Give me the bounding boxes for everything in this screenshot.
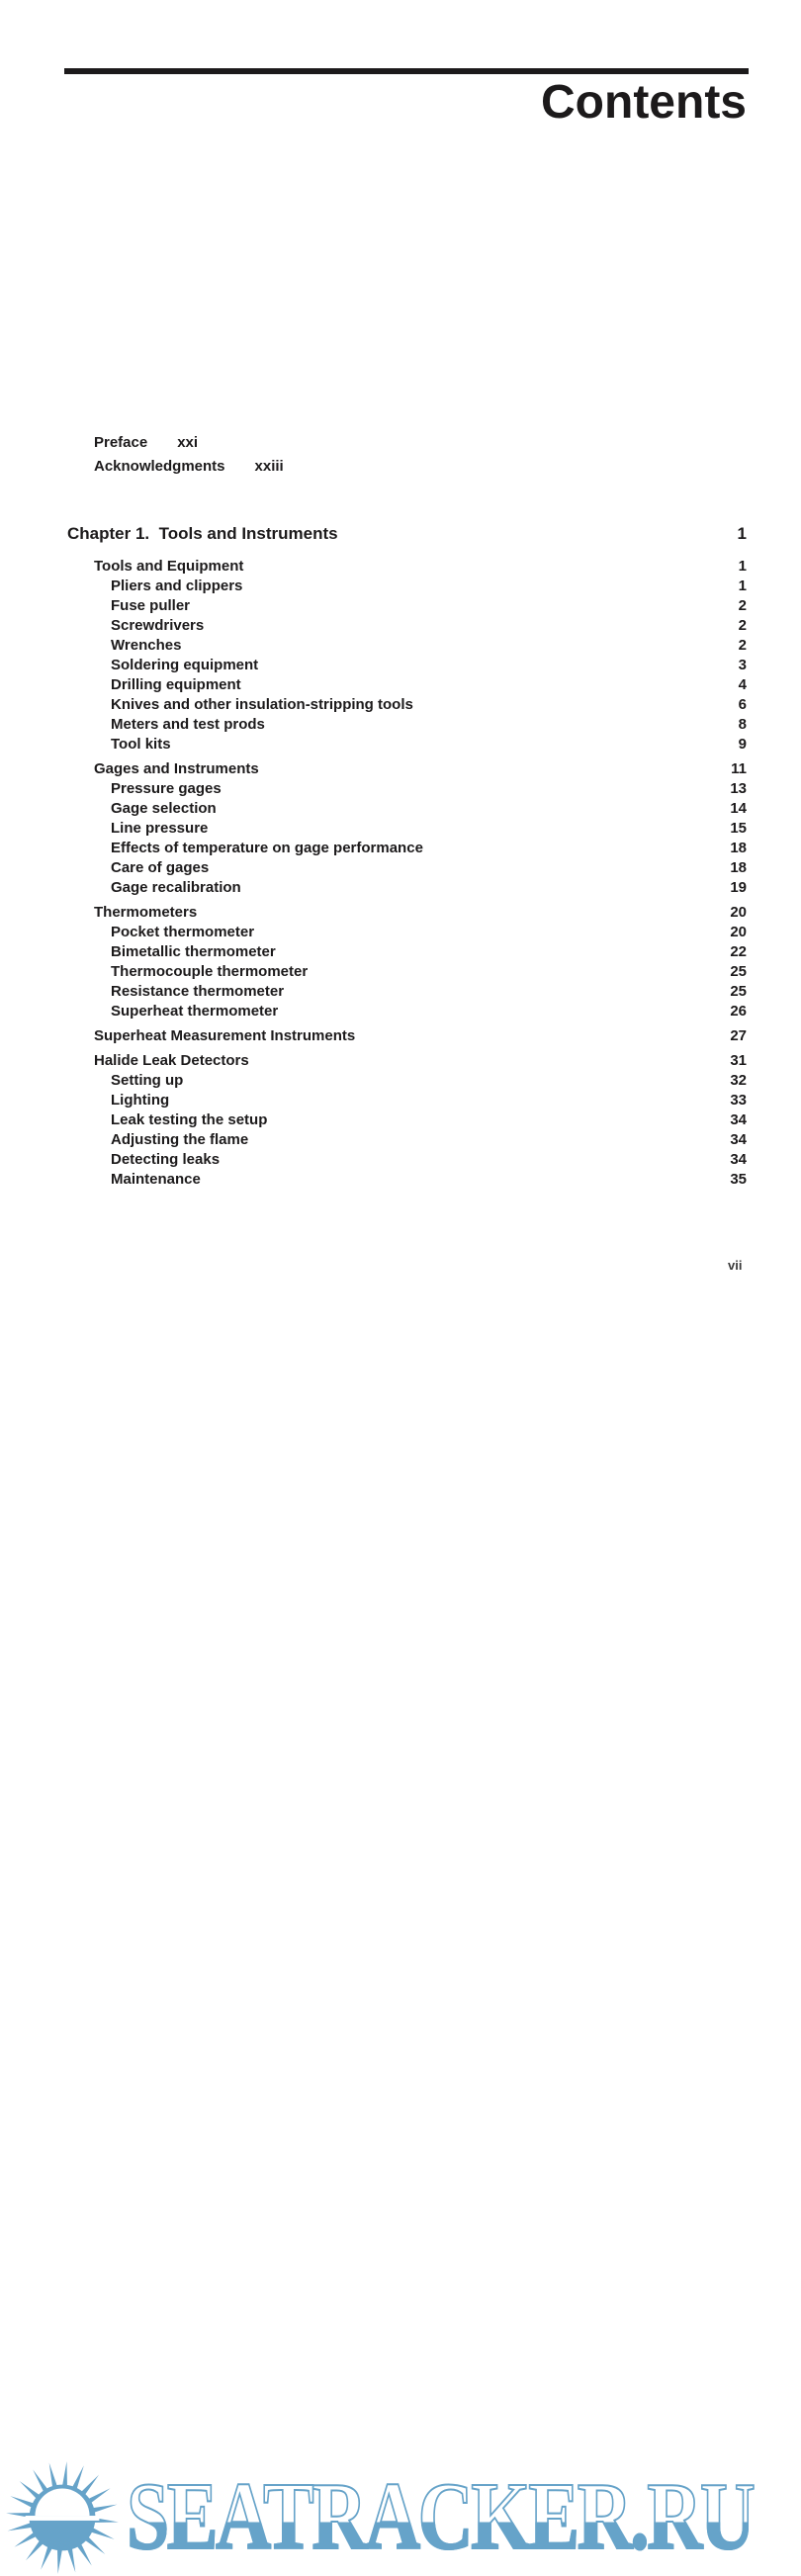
toc-row — [67, 616, 747, 636]
toc-row — [67, 1150, 747, 1170]
toc-row — [67, 819, 747, 839]
toc-entry-page: 8 — [738, 716, 747, 733]
toc-entry-label: Thermocouple thermometer — [111, 963, 309, 980]
toc-row — [67, 577, 747, 596]
front-matter — [94, 431, 284, 479]
toc-entry-page: 3 — [738, 657, 747, 673]
header-rule — [64, 68, 749, 74]
toc-row — [67, 858, 747, 878]
toc-entry-page: 1 — [738, 577, 747, 594]
toc-entry-label: Soldering equipment — [111, 657, 259, 673]
toc-row — [67, 799, 747, 819]
toc-entry-label: Knives and other insulation-stripping tools — [111, 696, 413, 713]
toc-entry-label: Pliers and clippers — [111, 577, 243, 594]
toc-row — [67, 923, 747, 942]
toc-entry-page: 14 — [730, 800, 747, 817]
toc-entry-label: Halide Leak Detectors — [94, 1052, 249, 1069]
toc-entry-label: Resistance thermometer — [111, 983, 285, 1000]
toc-entry-page: 4 — [738, 676, 747, 693]
toc-row — [67, 962, 747, 982]
toc-entry-page: 11 — [731, 760, 747, 777]
toc-entry-label: Maintenance — [111, 1171, 201, 1188]
toc-row — [67, 715, 747, 735]
front-matter-row — [94, 431, 284, 455]
toc-row — [67, 557, 747, 577]
toc-row — [67, 636, 747, 656]
toc-row — [67, 656, 747, 675]
toc-entry-page: 34 — [730, 1151, 747, 1168]
toc-entry-label: Wrenches — [111, 637, 182, 654]
front-matter-label: Preface — [94, 434, 148, 451]
toc-row — [67, 1110, 747, 1130]
front-matter-page: xxi — [177, 434, 199, 451]
toc-entry-page: 20 — [730, 904, 747, 921]
toc-row — [67, 779, 747, 799]
toc-row — [67, 1091, 747, 1110]
toc-entry-page: 20 — [730, 924, 747, 940]
toc-entry-page: 27 — [730, 1027, 747, 1044]
toc-entry-label: Pocket thermometer — [111, 924, 255, 940]
toc-entry-page: 6 — [738, 696, 747, 713]
toc-row — [67, 903, 747, 923]
toc-entry-page: 25 — [730, 983, 747, 1000]
watermark — [0, 1226, 801, 2569]
toc-entry-label: Tool kits — [111, 736, 171, 753]
toc-entry-label: Gages and Instruments — [94, 760, 259, 777]
front-matter-row — [94, 455, 284, 479]
toc-entry-label: Line pressure — [111, 820, 209, 837]
toc-entry-page: 18 — [730, 859, 747, 876]
toc-entry-page: 35 — [730, 1171, 747, 1188]
toc-entry-page: 26 — [730, 1003, 747, 1020]
toc-entry-page: 32 — [730, 1072, 747, 1089]
toc-entry-label: Adjusting the flame — [111, 1131, 249, 1148]
toc-entry-page: 15 — [730, 820, 747, 837]
toc-entry-page: 34 — [730, 1131, 747, 1148]
toc-row — [67, 1026, 747, 1046]
chapter-title: Chapter 1. Tools and Instruments — [67, 524, 338, 543]
toc-row — [67, 596, 747, 616]
toc-row — [67, 839, 747, 858]
toc-entry-label: Setting up — [111, 1072, 184, 1089]
toc-entry-label: Tools and Equipment — [94, 558, 244, 575]
toc-entry-label: Pressure gages — [111, 780, 222, 797]
toc-row — [67, 878, 747, 898]
toc-row — [67, 982, 747, 1002]
toc-row — [67, 735, 747, 755]
watermark-text: SEATRACKER.RU — [127, 2463, 754, 2569]
toc-entry-label: Drilling equipment — [111, 676, 241, 693]
toc-entry-label: Fuse puller — [111, 597, 191, 614]
toc-entry-page: 31 — [730, 1052, 747, 1069]
toc-row — [67, 1130, 747, 1150]
toc-entry-label: Superheat thermometer — [111, 1003, 279, 1020]
toc-entry-label: Gage recalibration — [111, 879, 241, 896]
toc-row — [67, 675, 747, 695]
toc-row — [67, 695, 747, 715]
front-matter-label: Acknowledgments — [94, 458, 225, 475]
toc-row — [67, 1170, 747, 1190]
toc-row — [67, 1051, 747, 1071]
chapter-heading — [67, 524, 747, 544]
toc-entry-page: 2 — [738, 637, 747, 654]
toc-entry-label: Effects of temperature on gage performance — [111, 840, 423, 856]
toc-entry-label: Care of gages — [111, 859, 210, 876]
toc-row — [67, 759, 747, 779]
toc-entry-page: 9 — [738, 736, 747, 753]
toc-entry-page: 2 — [738, 597, 747, 614]
chapter-page-number: 1 — [737, 524, 747, 543]
toc-entry-page: 18 — [730, 840, 747, 856]
toc-entry-label: Meters and test prods — [111, 716, 265, 733]
toc-entry-label: Bimetallic thermometer — [111, 943, 276, 960]
toc-entry-page: 33 — [730, 1092, 747, 1109]
toc-entry-page: 13 — [730, 780, 747, 797]
toc-list — [67, 552, 747, 1190]
toc-entry-page: 19 — [730, 879, 747, 896]
toc-entry-label: Gage selection — [111, 800, 217, 817]
toc-entry-page: 2 — [738, 617, 747, 634]
toc-entry-label: Superheat Measurement Instruments — [94, 1027, 356, 1044]
page-number: vii — [728, 1258, 743, 1273]
page-title: Contents — [541, 76, 747, 129]
toc-entry-label: Leak testing the setup — [111, 1111, 268, 1128]
toc-entry-label: Detecting leaks — [111, 1151, 221, 1168]
toc-row — [67, 1002, 747, 1022]
toc-entry-label: Lighting — [111, 1092, 170, 1109]
front-matter-page: xxiii — [254, 458, 284, 475]
toc-row — [67, 942, 747, 962]
toc-entry-page: 34 — [730, 1111, 747, 1128]
toc-entry-page: 1 — [738, 558, 747, 575]
sun-logo-icon — [4, 2459, 121, 2576]
toc-entry-label: Thermometers — [94, 904, 198, 921]
toc-entry-label: Screwdrivers — [111, 617, 205, 634]
toc-row — [67, 1071, 747, 1091]
toc-entry-page: 25 — [730, 963, 747, 980]
toc-entry-page: 22 — [730, 943, 747, 960]
